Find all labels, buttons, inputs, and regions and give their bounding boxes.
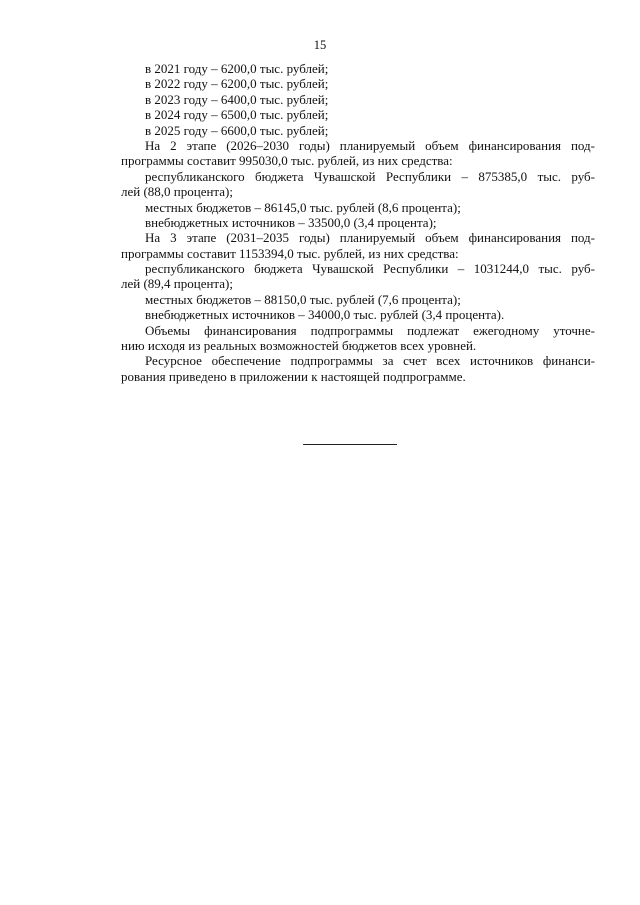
text-line: местных бюджетов – 86145,0 тыс. рублей (8,6 процента); [145,199,461,215]
text-line: Объемы финансирования подпрограммы подлежат ежегодному уточне- [145,322,595,338]
text-line: программы составит 995030,0 тыс. рублей, из них средства: [121,153,453,169]
text-line: в 2022 году – 6200,0 тыс. рублей; [145,76,329,92]
page-number: 15 [313,38,327,52]
text-line: На 2 этапе (2026–2030 годы) планируемый объем финансирования под- [145,137,595,153]
text-line: лей (88,0 процента); [121,184,233,200]
text-line: в 2023 году – 6400,0 тыс. рублей; [145,91,329,107]
text-line: Ресурсное обеспечение подпрограммы за счет всех источников финанси- [145,353,595,369]
text-line: местных бюджетов – 88150,0 тыс. рублей (7,6 процента); [145,291,461,307]
text-line: внебюджетных источников – 33500,0 (3,4 процента); [145,214,437,230]
text-line: лей (89,4 процента); [121,276,233,292]
text-line: рования приведено в приложении к настоящей подпрограмме. [121,368,466,384]
text-line: нию исходя из реальных возможностей бюджетов всех уровней. [121,338,477,354]
text-line: программы составит 1153394,0 тыс. рублей, из них средства: [121,245,459,261]
text-line: республиканского бюджета Чувашской Республики – 1031244,0 тыс. руб- [145,261,595,277]
separator-line [303,444,397,445]
document-body [121,61,595,384]
text-line: в 2025 году – 6600,0 тыс. рублей; [145,122,329,138]
text-line: внебюджетных источников – 34000,0 тыс. рублей (3,4 процента). [145,307,505,323]
text-line: в 2024 году – 6500,0 тыс. рублей; [145,107,329,123]
text-line: республиканского бюджета Чувашской Республики – 875385,0 тыс. руб- [145,168,595,184]
text-line: На 3 этапе (2031–2035 годы) планируемый объем финансирования под- [145,230,595,246]
text-line: в 2021 году – 6200,0 тыс. рублей; [145,61,329,76]
